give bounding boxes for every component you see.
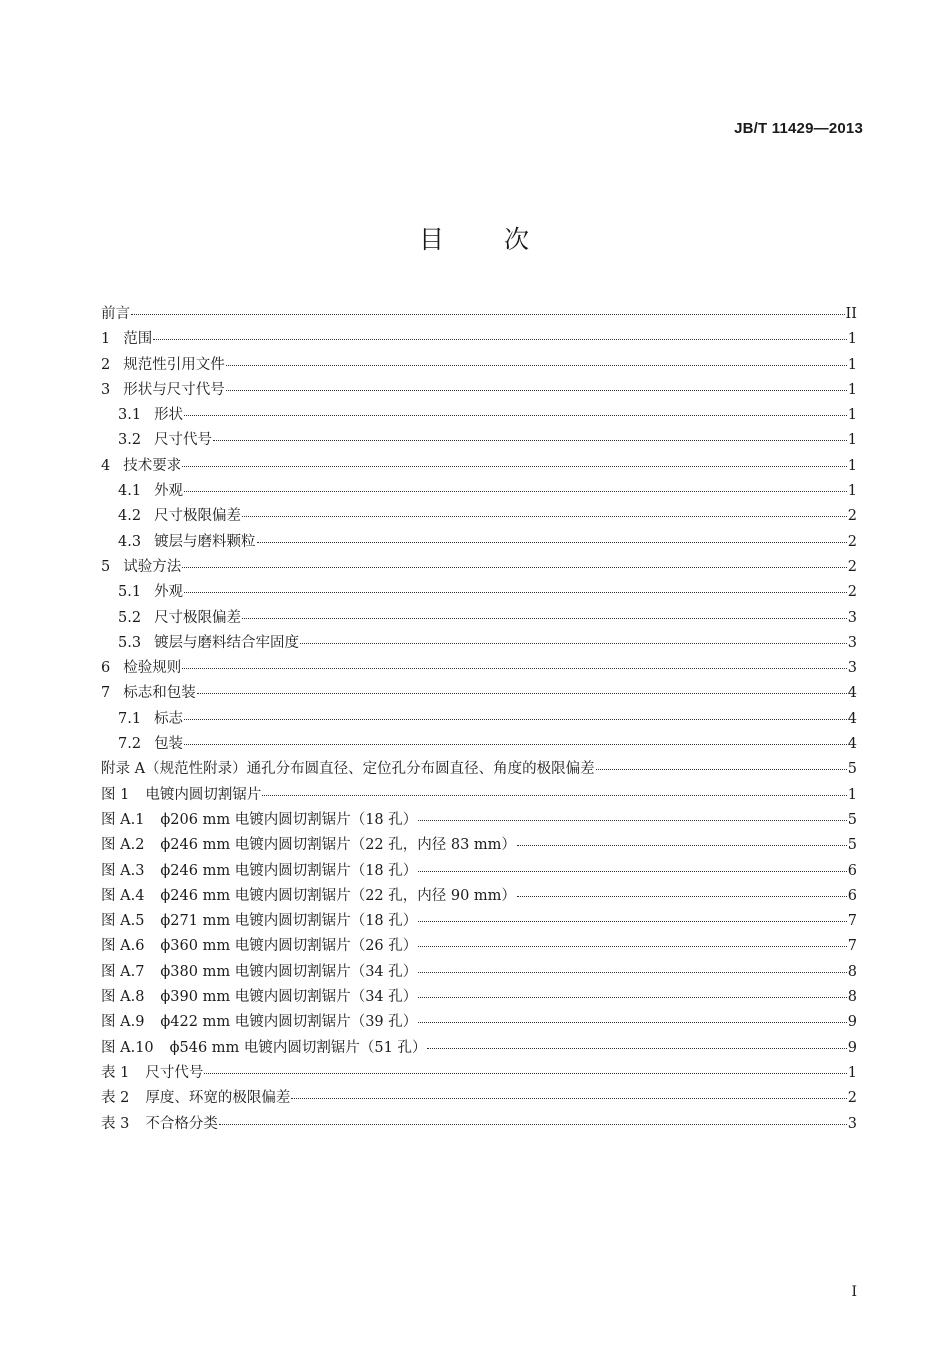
toc-entry-title: 尺寸代号	[145, 1064, 204, 1081]
toc-entry-label	[101, 1061, 203, 1082]
toc-entry-title: ϕ246 mm 电镀内圆切割锯片（22 孔，内径 90 mm）	[160, 887, 516, 904]
toc-entry[interactable]	[101, 580, 857, 605]
toc-entry[interactable]	[101, 732, 857, 757]
toc-entry-page: 1	[847, 483, 857, 500]
toc-entry-page: 3	[847, 660, 857, 677]
toc-entry-label	[101, 1112, 218, 1133]
toc-entry-title: 外观	[154, 584, 184, 601]
toc-leader-dots	[197, 693, 847, 694]
toc-entry[interactable]	[101, 656, 857, 681]
toc-entry[interactable]	[101, 783, 857, 808]
toc-entry-number: 图 A.4	[101, 887, 145, 904]
toc-entry-title: 厚度、环宽的极限偏差	[145, 1090, 291, 1107]
toc-entry-label	[101, 378, 225, 399]
toc-entry-number: 4.1	[118, 483, 142, 500]
toc-entry-title: 包装	[154, 736, 184, 753]
toc-leader-dots	[418, 1022, 847, 1023]
toc-entry-page: 3	[847, 634, 857, 651]
toc-entry-label	[101, 454, 181, 475]
toc-leader-dots	[226, 390, 847, 391]
toc-entry-title: 尺寸极限偏差	[154, 508, 242, 525]
page-number: I	[851, 1284, 857, 1300]
toc-leader-dots	[262, 795, 846, 796]
toc-entry[interactable]	[101, 353, 857, 378]
toc-entry-number: 表 1	[101, 1064, 130, 1081]
toc-entry[interactable]	[101, 454, 857, 479]
toc-entry-title: 不合格分类	[145, 1115, 218, 1132]
toc-leader-dots	[418, 946, 847, 947]
toc-entry-label	[101, 1086, 290, 1107]
toc-entry-page: 4	[847, 736, 857, 753]
toc-leader-dots	[184, 719, 847, 720]
toc-entry-number: 表 3	[101, 1115, 130, 1132]
toc-entry[interactable]	[101, 707, 857, 732]
toc-entry[interactable]	[101, 1086, 857, 1111]
toc-entry-label	[101, 884, 516, 905]
toc-entry-label	[118, 428, 212, 449]
toc-entry-label	[101, 327, 152, 348]
toc-entry-label	[118, 580, 183, 601]
toc-entry-number: 3.1	[118, 407, 142, 424]
toc-leader-dots	[182, 567, 847, 568]
toc-leader-dots	[204, 1073, 846, 1074]
toc-entry-page: 3	[847, 609, 857, 626]
toc-entry-number: 3.2	[118, 432, 142, 449]
toc-entry-label	[101, 555, 181, 576]
toc-entry-label	[101, 934, 417, 955]
toc-entry-title: 镀层与磨料结合牢固度	[154, 634, 300, 651]
toc-entry-label	[101, 353, 225, 374]
toc-entry[interactable]	[101, 985, 857, 1010]
toc-entry-label	[118, 504, 241, 525]
toc-entry-page: II	[845, 306, 857, 322]
toc-entry[interactable]	[101, 479, 857, 504]
toc-entry-page: 2	[847, 558, 857, 575]
toc-entry-page: 8	[847, 963, 857, 980]
toc-entry[interactable]	[101, 555, 857, 580]
toc-leader-dots	[184, 592, 847, 593]
page-title: 目 次	[419, 225, 531, 254]
toc-entry-number: 5	[101, 558, 111, 575]
toc-entry-page: 2	[847, 533, 857, 550]
toc-entry[interactable]	[101, 1010, 857, 1035]
toc-entry-number: 7.2	[118, 736, 142, 753]
toc-entry-number: 3	[101, 381, 111, 398]
toc-entry-label	[118, 606, 241, 627]
toc-entry-page: 5	[847, 811, 857, 828]
toc-entry-page: 2	[847, 1090, 857, 1107]
toc-entry-page: 7	[847, 938, 857, 955]
toc-entry-number: 图 A.1	[101, 811, 145, 828]
toc-leader-dots	[257, 542, 847, 543]
toc-entry-label	[118, 530, 256, 551]
toc-entry-label	[101, 859, 417, 880]
toc-leader-dots	[184, 744, 847, 745]
toc-entry-label	[101, 302, 130, 323]
toc-entry-page: 6	[847, 862, 857, 879]
toc-entry[interactable]	[101, 909, 857, 934]
toc-entry-label	[118, 732, 183, 753]
toc-entry-label	[101, 960, 417, 981]
toc-entry-page: 1	[847, 381, 857, 398]
toc-entry-number: 4.2	[118, 508, 142, 525]
toc-entry-number: 6	[101, 660, 111, 677]
toc-entry-label	[101, 833, 516, 854]
toc-entry-title: ϕ271 mm 电镀内圆切割锯片（18 孔）	[160, 913, 418, 930]
toc-entry-number: 1	[101, 331, 111, 348]
toc-leader-dots	[596, 769, 847, 770]
toc-entry[interactable]	[101, 403, 857, 428]
toc-entry-page: 9	[847, 1039, 857, 1056]
toc-entry[interactable]	[101, 681, 857, 706]
toc-entry-page: 1	[847, 331, 857, 348]
toc-entry-title: 规范性引用文件	[123, 356, 225, 373]
toc-entry-page: 5	[847, 761, 857, 778]
toc-entry-page: 1	[847, 786, 857, 803]
toc-entry-number: 5.1	[118, 584, 142, 601]
toc-entry[interactable]	[101, 884, 857, 909]
toc-entry[interactable]	[101, 960, 857, 985]
toc-entry-number: 5.3	[118, 634, 142, 651]
toc-entry-number: 图 A.3	[101, 862, 145, 879]
toc-leader-dots	[418, 972, 847, 973]
toc-leader-dots	[517, 845, 847, 846]
toc-entry-number: 2	[101, 356, 111, 373]
toc-entry-title: 检验规则	[123, 660, 182, 677]
toc-entry-title: 外观	[154, 483, 184, 500]
toc-entry[interactable]	[101, 327, 857, 352]
toc-entry-title: ϕ246 mm 电镀内圆切割锯片（22 孔，内径 83 mm）	[160, 837, 516, 854]
toc-entry[interactable]	[101, 1036, 857, 1061]
toc-entry[interactable]	[101, 833, 857, 858]
toc-entry-label	[101, 757, 595, 778]
toc-leader-dots	[427, 1048, 846, 1049]
toc-entry-page: 1	[847, 432, 857, 449]
table-of-contents	[101, 302, 857, 1137]
toc-entry[interactable]	[101, 302, 857, 327]
toc-leader-dots	[131, 314, 845, 315]
toc-entry-title: 范围	[123, 331, 153, 348]
toc-entry-title: 技术要求	[123, 457, 182, 474]
toc-entry-number: 图 A.5	[101, 913, 145, 930]
toc-entry-number: 7.1	[118, 710, 142, 727]
toc-entry-page: 6	[847, 887, 857, 904]
toc-leader-dots	[153, 339, 847, 340]
toc-entry-title: ϕ390 mm 电镀内圆切割锯片（34 孔）	[160, 989, 418, 1006]
toc-leader-dots	[242, 618, 847, 619]
toc-entry[interactable]	[101, 504, 857, 529]
toc-entry-number: 图 A.6	[101, 938, 145, 955]
toc-entry-label	[101, 808, 417, 829]
toc-entry[interactable]	[101, 631, 857, 656]
toc-leader-dots	[517, 896, 847, 897]
toc-leader-dots	[182, 668, 847, 669]
toc-leader-dots	[418, 997, 847, 998]
toc-entry[interactable]	[101, 530, 857, 555]
toc-leader-dots	[418, 921, 847, 922]
standard-number: JB/T 11429—2013	[734, 120, 863, 137]
toc-entry-number: 4	[101, 457, 111, 474]
toc-entry-title: ϕ422 mm 电镀内圆切割锯片（39 孔）	[160, 1014, 418, 1031]
toc-leader-dots	[219, 1124, 847, 1125]
toc-entry[interactable]	[101, 808, 857, 833]
toc-entry-number: 图 A.9	[101, 1014, 145, 1031]
toc-leader-dots	[184, 415, 847, 416]
toc-entry-label	[118, 403, 183, 424]
toc-entry-page: 8	[847, 989, 857, 1006]
toc-leader-dots	[182, 466, 847, 467]
toc-entry-number: 图 A.10	[101, 1039, 154, 1056]
toc-entry-title: 标志	[154, 710, 184, 727]
toc-leader-dots	[242, 516, 847, 517]
toc-leader-dots	[300, 643, 847, 644]
toc-entry-page: 4	[847, 710, 857, 727]
toc-entry-number: 图 1	[101, 786, 130, 803]
toc-entry-page: 1	[847, 1064, 857, 1081]
toc-entry[interactable]	[101, 1112, 857, 1137]
toc-entry-title: ϕ206 mm 电镀内圆切割锯片（18 孔）	[160, 811, 418, 828]
toc-leader-dots	[184, 491, 847, 492]
toc-entry-page: 1	[847, 356, 857, 373]
toc-entry-page: 5	[847, 837, 857, 854]
toc-entry-page: 2	[847, 584, 857, 601]
toc-entry-title: ϕ246 mm 电镀内圆切割锯片（18 孔）	[160, 862, 418, 879]
toc-entry-label	[101, 1036, 426, 1057]
toc-entry-number: 5.2	[118, 609, 142, 626]
toc-leader-dots	[226, 365, 847, 366]
toc-entry-title: 尺寸代号	[154, 432, 213, 449]
toc-entry[interactable]	[101, 934, 857, 959]
toc-entry-page: 4	[847, 685, 857, 702]
toc-entry-label	[118, 707, 183, 728]
toc-entry-title: 标志和包装	[123, 685, 196, 702]
toc-entry-label	[101, 783, 261, 804]
toc-entry-title: 形状与尺寸代号	[123, 381, 225, 398]
toc-entry-label	[101, 909, 417, 930]
toc-entry-number: 4.3	[118, 533, 142, 550]
toc-entry-title: ϕ360 mm 电镀内圆切割锯片（26 孔）	[160, 938, 418, 955]
toc-entry-label	[101, 985, 417, 1006]
toc-entry-number: 图 A.7	[101, 963, 145, 980]
toc-entry-title: ϕ380 mm 电镀内圆切割锯片（34 孔）	[160, 963, 418, 980]
toc-entry-page: 3	[847, 1115, 857, 1132]
toc-entry-title: 尺寸极限偏差	[154, 609, 242, 626]
toc-entry[interactable]	[101, 859, 857, 884]
toc-entry-label	[101, 1010, 417, 1031]
toc-entry-title: ϕ546 mm 电镀内圆切割锯片（51 孔）	[169, 1039, 427, 1056]
toc-entry-title: 镀层与磨料颗粒	[154, 533, 256, 550]
toc-entry-number: 表 2	[101, 1090, 130, 1107]
toc-entry[interactable]	[101, 1061, 857, 1086]
toc-entry-title: 附录 A（规范性附录）通孔分布圆直径、定位孔分布圆直径、角度的极限偏差	[101, 761, 595, 778]
toc-entry-page: 1	[847, 457, 857, 474]
toc-entry-page: 7	[847, 913, 857, 930]
toc-entry-number: 图 A.8	[101, 989, 145, 1006]
toc-entry-title: 电镀内圆切割锯片	[145, 786, 262, 803]
toc-leader-dots	[418, 820, 847, 821]
toc-leader-dots	[213, 440, 847, 441]
toc-entry-label	[118, 631, 299, 652]
toc-entry-page: 2	[847, 508, 857, 525]
toc-entry[interactable]	[101, 378, 857, 403]
toc-entry-page: 1	[847, 407, 857, 424]
toc-leader-dots	[291, 1098, 846, 1099]
toc-entry-page: 9	[847, 1014, 857, 1031]
toc-entry[interactable]	[101, 606, 857, 631]
toc-entry-label	[118, 479, 183, 500]
toc-entry-title: 形状	[154, 407, 184, 424]
toc-entry-label	[101, 681, 196, 702]
toc-entry-title: 试验方法	[123, 558, 182, 575]
toc-entry[interactable]	[101, 428, 857, 453]
toc-entry-number: 7	[101, 685, 111, 702]
toc-entry-label	[101, 656, 181, 677]
toc-entry-number: 图 A.2	[101, 837, 145, 854]
toc-entry-title: 前言	[101, 306, 130, 322]
toc-leader-dots	[418, 871, 847, 872]
toc-entry[interactable]	[101, 757, 857, 782]
